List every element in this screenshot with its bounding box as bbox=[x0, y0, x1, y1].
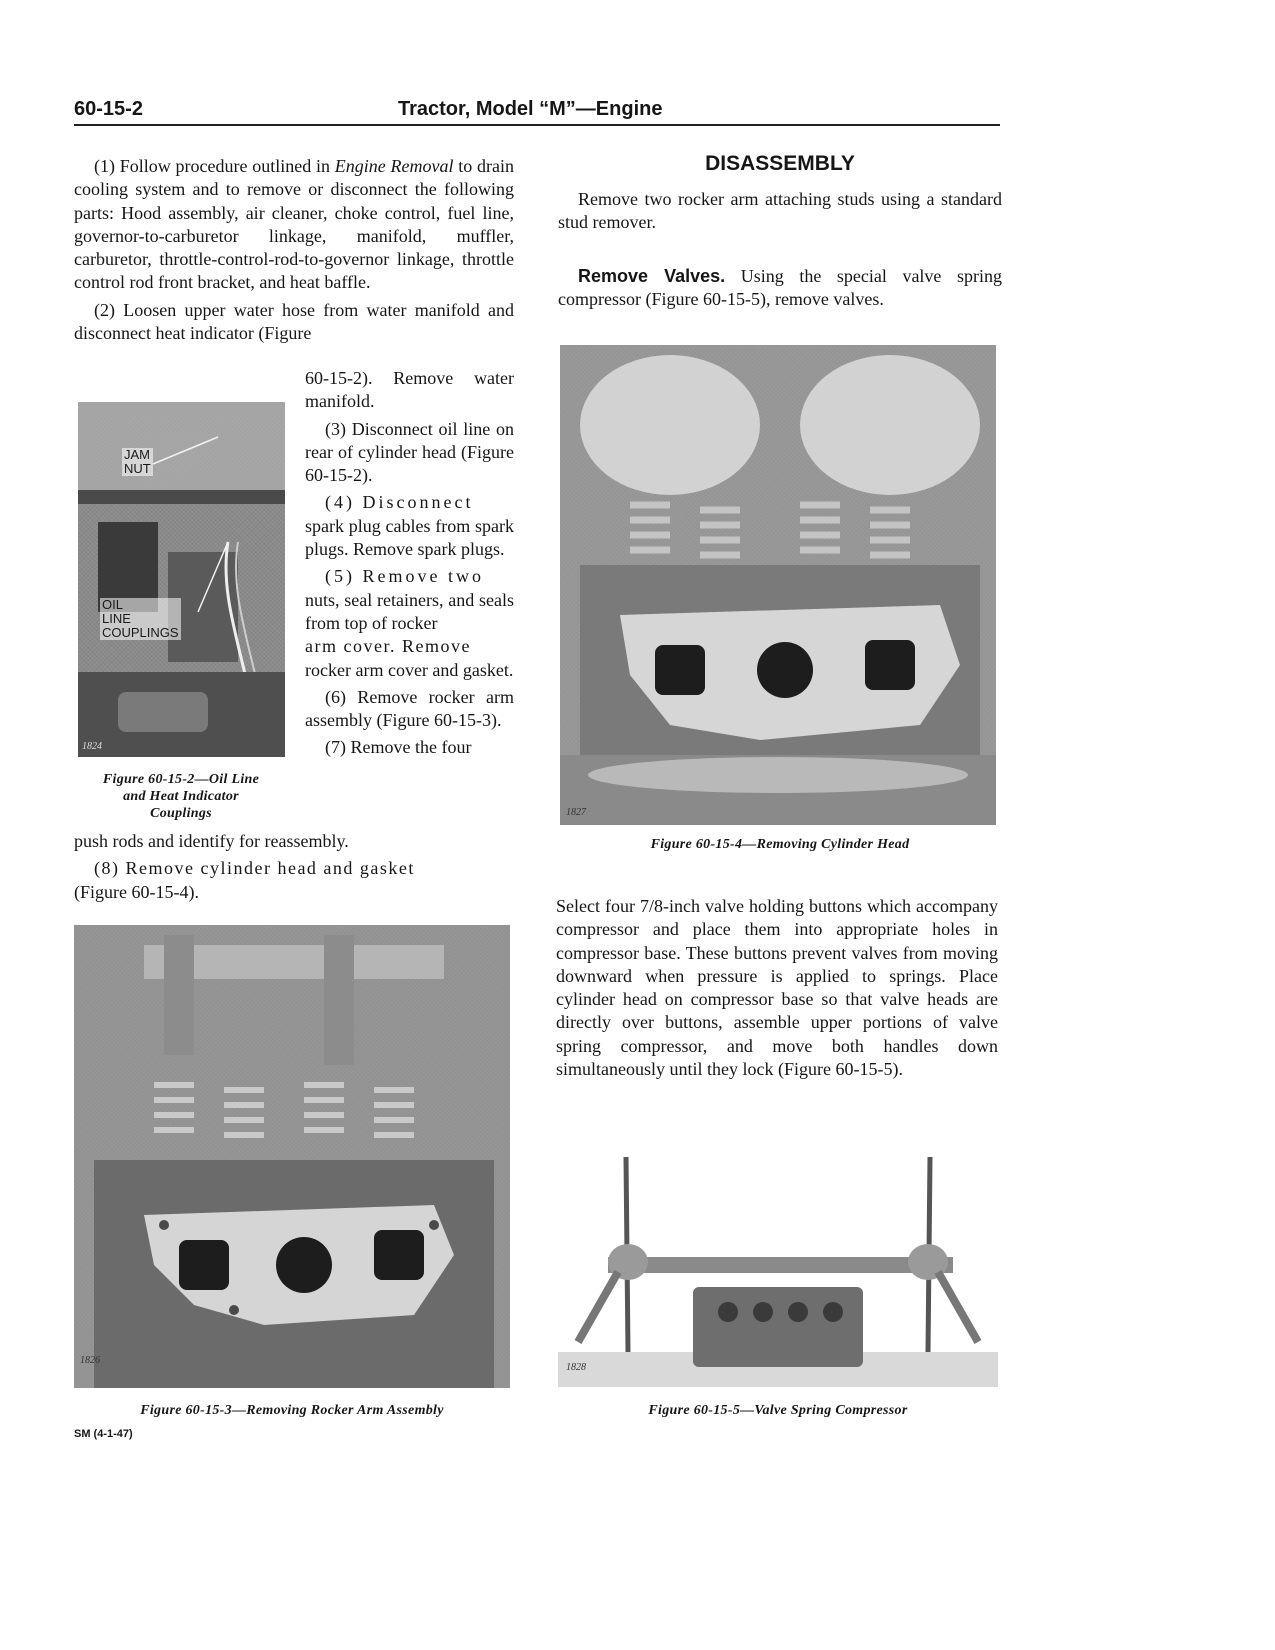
cylinder-head-photo-graphic bbox=[560, 345, 996, 825]
step-1-text: Follow procedure outlined in bbox=[119, 156, 335, 176]
step-1-text-cont: to drain cooling system and to remove or disconnect the following parts: Hood assembly, air cleaner, choke control, fuel line, governor-to-carburetor linkage, manifold, muffler, carburetor, throttle-control-rod-to-governor linkage, throttle control rod front bracket, and heat baffle. bbox=[74, 156, 514, 293]
step-7-a: (7) Remove the four bbox=[325, 737, 472, 758]
step-4-a: (4) Disconnect bbox=[325, 492, 474, 513]
remove-valves-text: Using the special valve spring compressor (Figure 60-15-5), remove valves. bbox=[558, 265, 1002, 309]
figure-60-15-3-caption: Figure 60-15-3—Removing Rocker Arm Assembly bbox=[140, 1403, 444, 1418]
figure-60-15-4-photo bbox=[560, 345, 996, 825]
step-2-cont: 60-15-2). Remove water manifold. bbox=[305, 368, 514, 412]
step-2: (2) Loosen upper water hose from water manifold and disconnect heat indicator (Figure bbox=[74, 299, 514, 344]
page-number: 60-15-2 bbox=[74, 98, 143, 120]
left-column-narrow bbox=[305, 367, 514, 760]
step-5-c: arm cover. Remove bbox=[305, 636, 471, 657]
header-rule bbox=[74, 124, 1000, 126]
valve-buttons-paragraph: Select four 7/8-inch valve holding buttons which accompany compressor and place them into appropriate holes in compressor base. These buttons prevent valves from moving downward when pressure is applied to springs. Place cylinder head on compressor base so that valve heads are directly over buttons, assemble upper portions of valve spring compressor, and move both handles down simultaneously until they lock (Figure 60-15-5). bbox=[556, 896, 998, 1080]
right-column-top bbox=[558, 152, 1002, 311]
rocker-arm-photo-graphic bbox=[74, 925, 510, 1388]
step-6: (6) Remove rocker arm assembly (Figure 60-15-3). bbox=[305, 686, 514, 731]
remove-valves-paragraph bbox=[558, 265, 1002, 312]
oil-line-photo-graphic bbox=[78, 402, 285, 757]
left-column-top bbox=[74, 155, 514, 345]
step-7-b: push rods and identify for reassembly. bbox=[74, 831, 349, 851]
engine-removal-ref: Engine Removal bbox=[334, 156, 454, 176]
jam-nut-label: JAM NUT bbox=[124, 447, 151, 476]
oil-line-couplings-label: OIL LINE COUPLINGS bbox=[102, 597, 179, 640]
remove-valves-heading: Remove Valves. bbox=[578, 265, 726, 286]
step-3: (3) Disconnect oil line on rear of cylinder head (Figure 60-15-2). bbox=[305, 418, 514, 486]
left-column-bottom bbox=[74, 830, 514, 904]
footer-code: SM (4-1-47) bbox=[74, 1428, 133, 1440]
step-1-number: (1) bbox=[94, 156, 115, 176]
figure-60-15-2-photo bbox=[78, 402, 285, 757]
figure-60-15-5-photo bbox=[558, 1152, 998, 1387]
figure-60-15-5-number: 1828 bbox=[566, 1362, 586, 1373]
stud-removal-text: Remove two rocker arm attaching studs using a standard stud remover. bbox=[558, 189, 1002, 233]
figure-60-15-4-number: 1827 bbox=[566, 807, 586, 818]
step-5-d: rocker arm cover and gasket. bbox=[305, 659, 514, 680]
step-4-b: spark plug cables from spark plugs. Remove spark plugs. bbox=[305, 515, 514, 560]
step-8-b: (Figure 60-15-4). bbox=[74, 881, 199, 902]
step-5-b: nuts, seal retainers, and seals from top of rocker bbox=[305, 589, 514, 633]
figure-60-15-5-caption: Figure 60-15-5—Valve Spring Compressor bbox=[648, 1403, 908, 1418]
figure-60-15-2-number: 1824 bbox=[82, 741, 102, 752]
section-title-disassembly: DISASSEMBLY bbox=[705, 152, 855, 175]
step-8-a: (8) Remove cylinder head and gasket bbox=[94, 858, 415, 879]
figure-60-15-3-number: 1826 bbox=[80, 1355, 100, 1366]
figure-60-15-2-caption: Figure 60-15-2—Oil Line and Heat Indicator Couplings bbox=[102, 772, 260, 821]
figure-60-15-3-photo bbox=[74, 925, 510, 1388]
figure-60-15-4-caption: Figure 60-15-4—Removing Cylinder Head bbox=[650, 837, 910, 852]
valve-compressor-photo-graphic bbox=[558, 1152, 998, 1387]
running-title: Tractor, Model “M”—Engine bbox=[398, 98, 663, 120]
step-1 bbox=[74, 155, 514, 295]
step-5-a: (5) Remove two bbox=[325, 566, 484, 587]
